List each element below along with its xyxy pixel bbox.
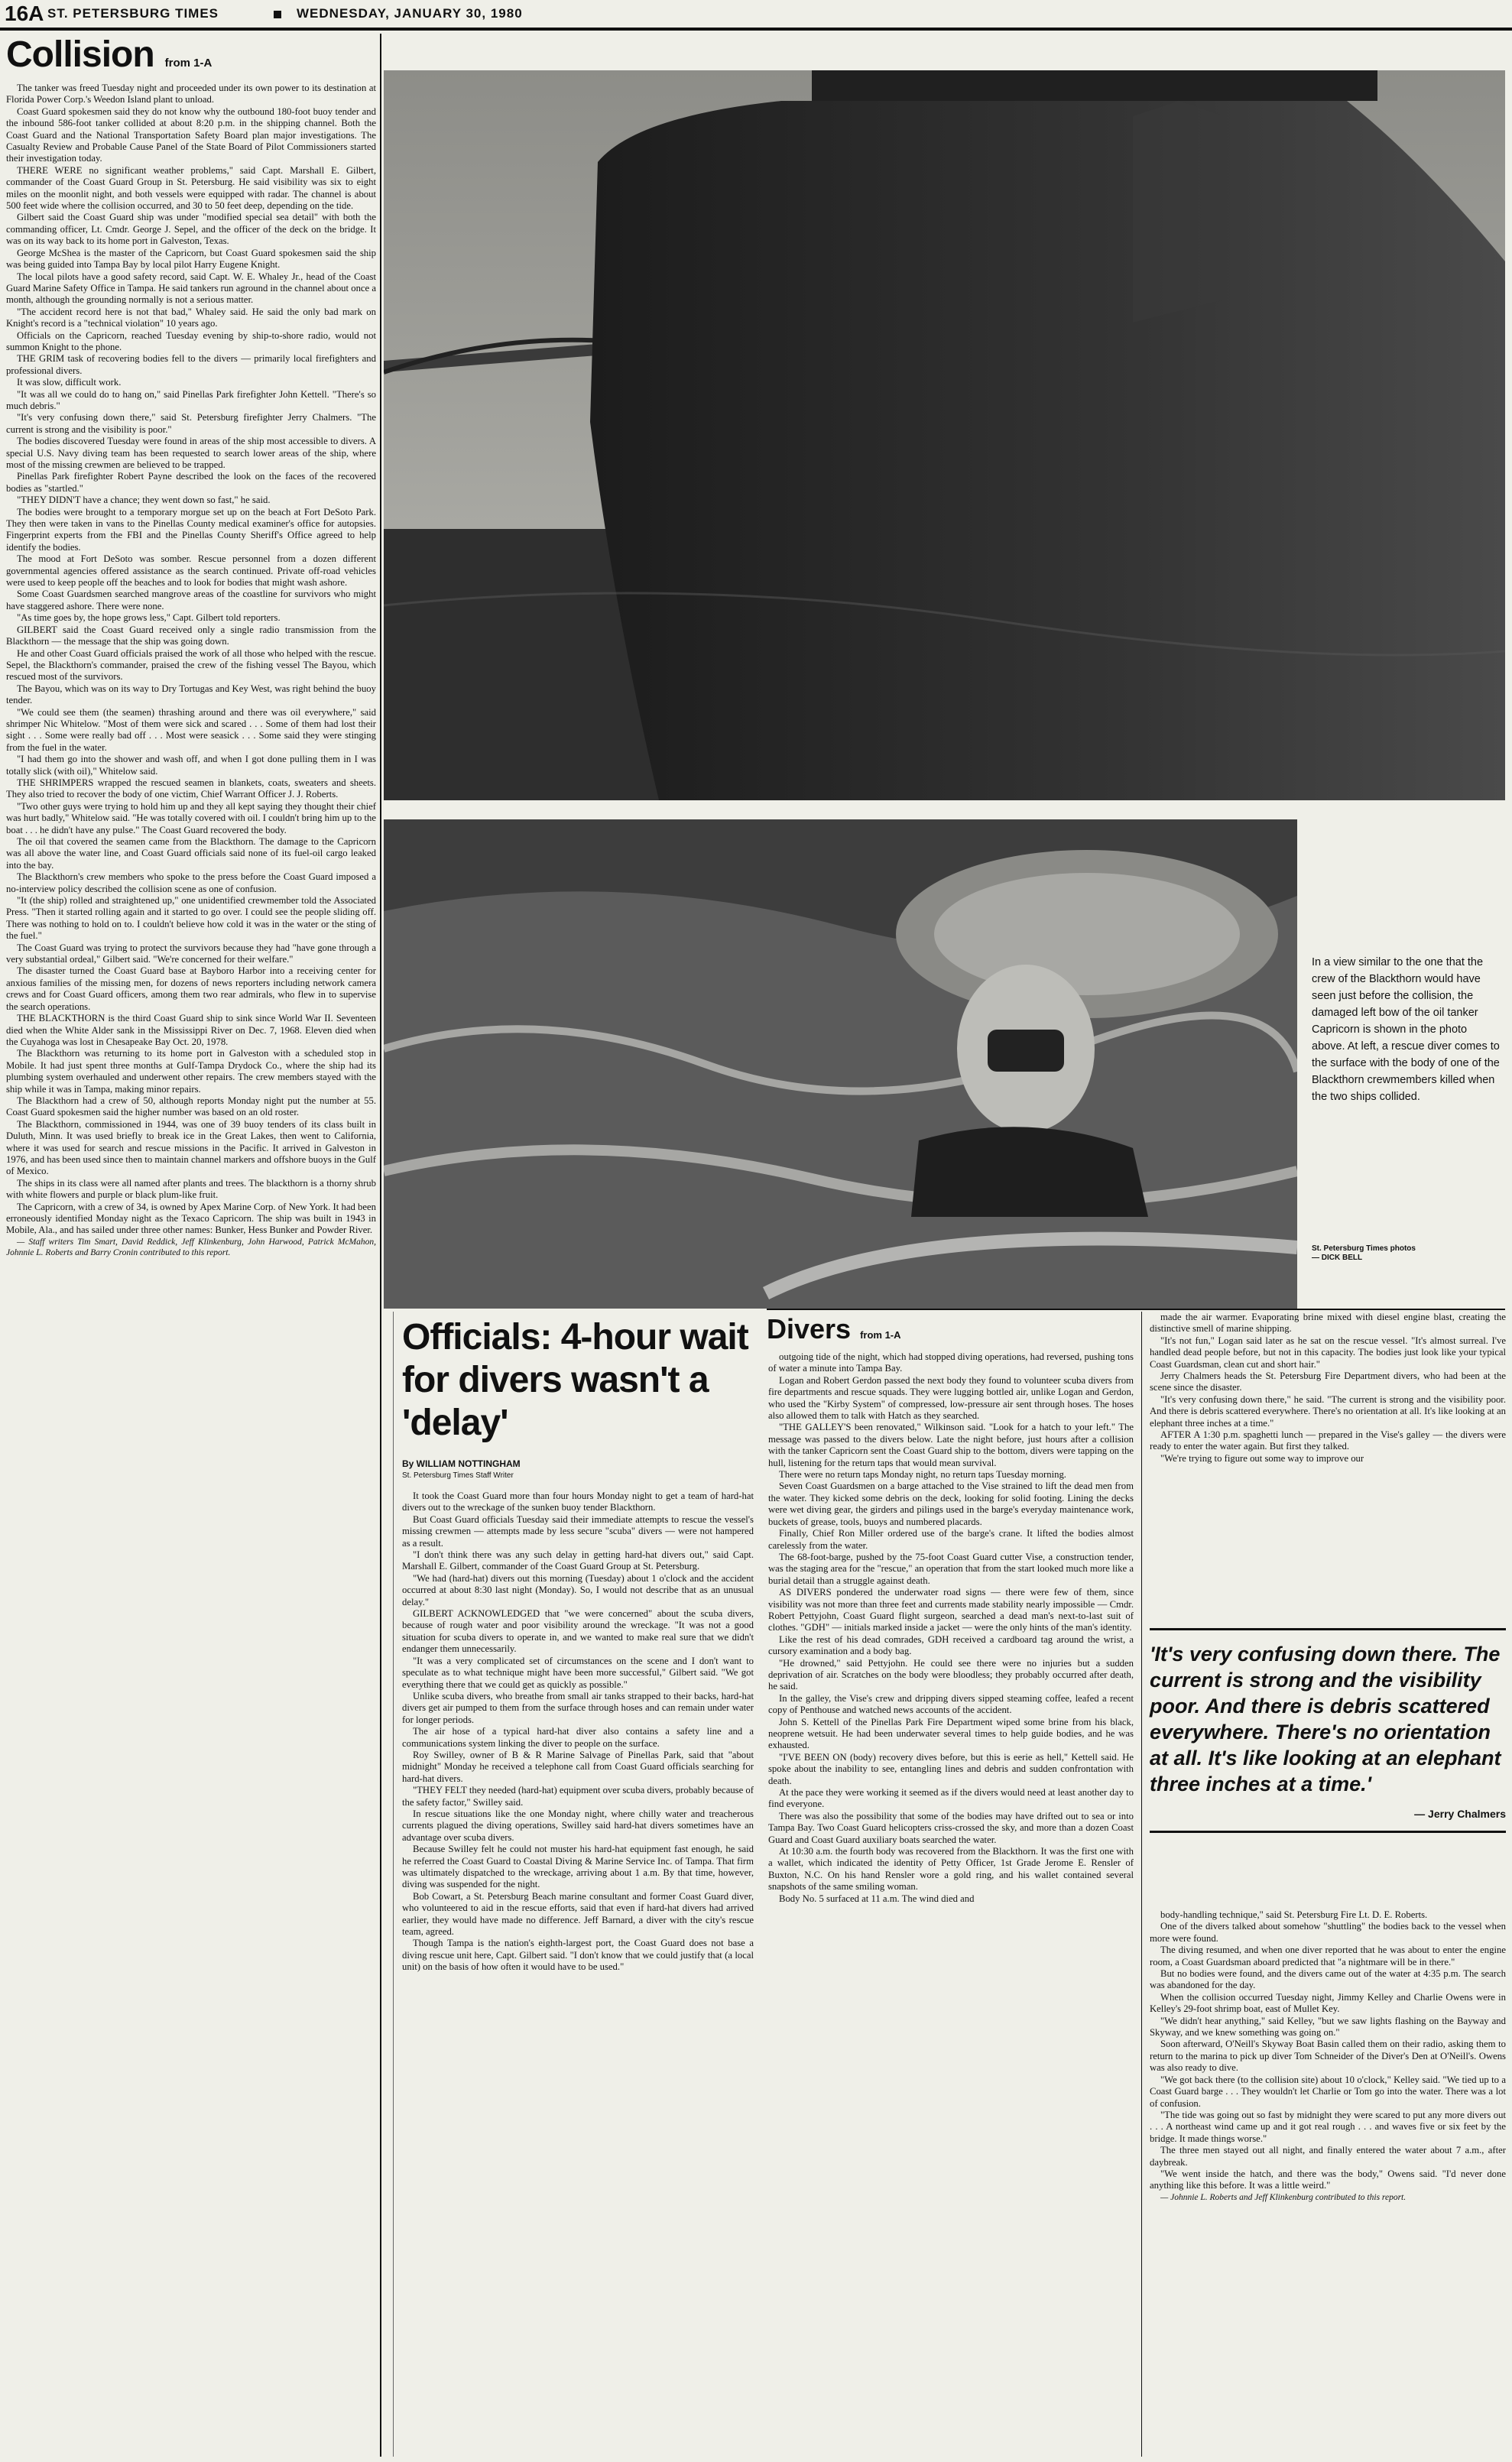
tanker-bow-photo-art (384, 70, 1505, 800)
article-paragraph: There was also the possibility that some of the bodies may have drifted out to sea or into Tampa Bay. Two Coast Guard helicopters criss-crossed the sky, and more than a dozen Coast Guard and Coast Guard auxiliary boats searched the water. (768, 1810, 1134, 1845)
article-paragraph: GILBERT ACKNOWLEDGED that "we were concerned" about the scuba divers, because of rough water and poor visibility around the wreckage. "It was not a good situation for scuba divers to operate in, and we wanted to make real sure that we didn't endanger them unnecessarily. (402, 1608, 754, 1655)
folio-bar (0, 0, 1512, 31)
article-paragraph: At the pace they were working it seemed as if the divers would need at least another day to find everyone. (768, 1787, 1134, 1810)
article-paragraph: In the galley, the Vise's crew and dripping divers sipped steaming coffee, leafed a recent copy of Penthouse and watched news accounts of the accident. (768, 1692, 1134, 1716)
article-paragraph: "We could see them (the seamen) thrashing around and there was oil everywhere," said shrimper Nic Whitelow. "Most of them were sick and scared . . . Some of them had lost their sight . . . Some were really bad off . . . Most were seasick . . . Some said they were stinging from the fuel in the water. (6, 706, 376, 753)
article-paragraph: Pinellas Park firefighter Robert Payne described the look on the faces of the recovered bodies as "startled." (6, 471, 376, 494)
article-paragraph: Like the rest of his dead comrades, GDH received a cardboard tag around the wrist, a cursory examination and a body bag. (768, 1633, 1134, 1657)
article-paragraph: The mood at Fort DeSoto was somber. Rescue personnel from a dozen different governmental agencies offered assistance as the search continued. Private off-road vehicles were used to keep people off the beaches and to look for bodies that might wash ashore. (6, 553, 376, 589)
article-paragraph: The tanker was freed Tuesday night and proceeded under its own power to its destination at Florida Power Corp.'s Weedon Island plant to unload. (6, 83, 376, 105)
article-paragraph: There were no return taps Monday night, no return taps Tuesday morning. (779, 1469, 1066, 1481)
article-paragraph: Bob Cowart, a St. Petersburg Beach marine consultant and former Coast Guard diver, who volunteered to aid in the rescue efforts, said that even if hard-hat divers had arrived earlier, they would have made no difference. Jeff Barnard, a diver with the city's rescue team, agreed. (402, 1890, 754, 1938)
article-paragraph: "It's very confusing down there," said St. Petersburg firefighter Jerry Chalmers. "The current is strong and the visibility is poor." (6, 412, 376, 435)
article-paragraph: THE BLACKTHORN is the third Coast Guard ship to sink since World War II. Seventeen died when the White Alder sank in the Mississippi River on Dec. 7, 1968. Eleven died when the Cuyahoga was lost in Chesapeake Bay Oct. 20, 1978. (6, 1013, 376, 1047)
article-paragraph: Body No. 5 surfaced at 11 a.m. The wind died and (779, 1893, 975, 1904)
officials-headline: Officials: 4-hour wait for divers wasn't a 'delay' (402, 1317, 748, 1443)
divers-top-rule (767, 1309, 1505, 1310)
article-paragraph: "We didn't hear anything," said Kelley, "but we saw lights flashing on the Bayway and Skyway, and we knew something was going on." (1150, 2015, 1506, 2039)
article-paragraph: "THE GALLEY'S been renovated," Wilkinson said. "Look for a hatch to your left." The message was passed to the divers below. Late the night before, just hours after a collision with the tanker Capricorn sent the Coast Guard ship to the bottom, divers were tapping on the hull, listening for the return taps that would mean survival. (768, 1422, 1134, 1468)
pull-quote-attribution: — Jerry Chalmers (1414, 1808, 1506, 1820)
article-paragraph: "We went inside the hatch, and there was the body," Owens said. "I'd never done anything like this before. It was a little weird." (1150, 2168, 1506, 2191)
article-paragraph: The diving resumed, and when one diver reported that he was about to enter the engine room, a Coast Guardsman aboard predicted that "a nightmare will be in there." (1150, 1945, 1506, 1967)
article-paragraph: He and other Coast Guard officials praised the work of all those who helped with the rescue. Sepel, the Blackthorn's commander, praised the crew of the fishing vessel The Bayou, which rescued most of the survivors. (6, 647, 376, 683)
article-paragraph: made the air warmer. Evaporating brine mixed with diesel engine blast, creating the distinctive smell of marine shipping. (1150, 1312, 1506, 1335)
article-paragraph: The disaster turned the Coast Guard base at Bayboro Harbor into a receiving center for anxious families of the missing men, for dozens of news reporters including network camera crews and for Coast Guard officers, among them two rear admirals, who flew in to supervise the search operations. (6, 965, 376, 1012)
article-paragraph: The oil that covered the seamen came from the Blackthorn. The damage to the Capricorn was all above the water line, and Coast Guard officials said none of its fuel-oil cargo leaked into the bay. (6, 836, 376, 871)
collision-jump-label: from 1-A (164, 57, 213, 70)
article-paragraph: "It's very confusing down there," he said. "The current is strong and the visibility poor. And there is debris scattered everywhere. There's no orientation at all. It's like looking at an elephant three inches at a time." (1150, 1393, 1506, 1429)
article-paragraph: Seven Coast Guardsmen on a barge attached to the Vise strained to lift the dead men from the water. They kicked some debris on the deck, looking for solid footing. Lining the decks were wet diving gear, the girders and pilings used in the barge's everyday maintenance work, buckets of grease, tools, buoys and numbered placards. (768, 1481, 1134, 1527)
article-paragraph: "THEY DIDN'T have a chance; they went down so fast," he said. (17, 495, 271, 506)
photo-credit-photographer: — DICK BELL (1312, 1254, 1363, 1262)
rescue-diver-photo (384, 819, 1297, 1309)
photo-credit (1312, 1244, 1503, 1263)
article-paragraph: "As time goes by, the hope grows less," Capt. Gilbert told reporters. (17, 612, 281, 624)
article-paragraph: AFTER A 1:30 p.m. spaghetti lunch — prepared in the Vise's galley — the divers were ready to enter the water again. But first they talked. (1150, 1429, 1506, 1452)
article-paragraph: body-handling technique," said St. Petersburg Fire Lt. D. E. Roberts. (1160, 1909, 1428, 1920)
article-paragraph: "It (the ship) rolled and straightened up," one unidentified crewmember told the Associated Press. "Then it started rolling again and it started to go over. I could see the people sliding off. There was nothing to hold on to. I couldn't believe how cold it was in the water or the sting of the fuel." (6, 895, 376, 942)
article-paragraph: THE SHRIMPERS wrapped the rescued seamen in blankets, coats, sweaters and sheets. They also tried to recover the body of one victim, Chief Warrant Officer J. J. Roberts. (6, 777, 376, 800)
article-paragraph: Some Coast Guardsmen searched mangrove areas of the coastline for survivors who might have staggered ashore. There were none. (6, 589, 376, 611)
article-paragraph: "The tide was going out so fast by midnight they were scared to put any more divers out . . . A northeast wind came up and it got real rough . . . and waves five or six feet by the bridge. It made things worse." (1150, 2109, 1506, 2144)
officials-byline (402, 1458, 761, 1481)
article-paragraph: "It was all we could do to hang on," said Pinellas Park firefighter John Kettell. "There's so much debris." (6, 388, 376, 411)
article-paragraph: THE GRIM task of recovering bodies fell to the divers — primarily local firefighters and professional divers. (6, 353, 376, 376)
article-paragraph: Finally, Chief Ron Miller ordered use of the barge's crane. It lifted the bodies almost carelessly from the water. (768, 1528, 1134, 1551)
divers-title: Divers (767, 1313, 852, 1345)
article-paragraph: George McShea is the master of the Capricorn, but Coast Guard spokesmen said the ship was being guided into Tampa Bay by local pilot Harry Eugene Knight. (6, 247, 376, 271)
divers-jump-label: from 1-A (860, 1329, 901, 1341)
article-paragraph: "Two other guys were trying to hold him up and they all kept saying they thought their chief was hurt badly," Whitelow said. "He was totally covered with oil. I couldn't bring him up to the boat . . . he didn't have any pulse." The Coast Guard recovered the body. (6, 800, 376, 835)
officials-article-column (402, 1490, 754, 2455)
article-paragraph: Unlike scuba divers, who breathe from small air tanks strapped to their backs, hard-hat divers get air pumped to them from the surface through hoses and can remain under water for longer periods. (402, 1690, 754, 1725)
newspaper-name: ST. PETERSBURG TIMES (47, 6, 219, 21)
article-paragraph: The Blackthorn was returning to its home port in Galveston with a scheduled stop in Mobile. It had just spent three months at Gulf-Tampa Drydock Co., where the ship had its plumbing system overhauled and underwent other repairs. The crew members stayed with the ship while it was in Tampa, making minor repairs. (6, 1048, 376, 1095)
article-paragraph: GILBERT said the Coast Guard received only a single radio transmission from the Blackthorn — the message that the ship was going down. (6, 624, 376, 647)
article-paragraph: But no bodies were found, and the divers came out of the water at 4:35 p.m. The search was abandoned for the day. (1150, 1968, 1506, 1991)
article-paragraph: In rescue situations like the one Monday night, where chilly water and treacherous currents plagued the diving operations, Swilley said hard-hat divers sometimes have an advantage over scuba divers. (402, 1808, 754, 1843)
contributors-note: — Staff writers Tim Smart, David Reddick, Jeff Klinkenburg, John Harwood, Patrick McMahon, Johnnie L. Roberts and Barry Cronin contributed to this report. (6, 1237, 376, 1257)
article-paragraph: "I had them go into the shower and wash off, and when I got done pulling them in I was totally slick (with oil)," Whitelow said. (6, 754, 376, 777)
article-paragraph: The 68-foot-barge, pushed by the 75-foot Coast Guard cutter Vise, a construction tender, was the staging area for the "rescue," an operation that from the start looked much more like a burial detail than a struggle against death. (768, 1551, 1134, 1586)
article-paragraph: THERE WERE no significant weather problems," said Capt. Marshall E. Gilbert, commander of the Coast Guard Group in St. Petersburg. He said visibility was six to eight miles on the moonlit night, and both vessels were equipped with radar. The channel is about 500 feet wide where the collision occurred, and 30 to 50 feet deep, depending on the tide. (6, 164, 376, 212)
article-paragraph: "It was a very complicated set of circumstances on the scene and I don't want to speculate as to what technique might have been more successful," Gilbert said. "We got everything there that we could get as quickly as possible." (402, 1655, 754, 1690)
article-paragraph: The Blackthorn, commissioned in 1944, was one of 39 buoy tenders of its class built in Duluth, Minn. It was used briefly to break ice in the Great Lakes, then went to California, where it was used for search and rescue missions in the Pacific. It arrived in Galveston in 1976, and has been used since then to maintain channel markers and offshore buoys in the Gulf of Mexico. (6, 1118, 376, 1177)
pull-quote-text: 'It's very confusing down there. The current is strong and the visibility poor. And there is debris scattered everywhere. There's no orientation at all. It's like looking at an elephant three inches at a time.' (1150, 1643, 1501, 1795)
article-paragraph: Coast Guard spokesmen said they do not know why the outbound 180-foot buoy tender and the inbound 586-foot tanker collided at about 8:20 p.m. in the shipping channel. Both the Coast Guard and the National Transportation Safety Board plan major investigations. The Casualty Review and Probable Cause Panel of the State Board of Pilot Commissioners started their investigation today. (6, 105, 376, 164)
article-paragraph: The Blackthorn had a crew of 50, although reports Monday night put the number at 55. Coast Guard spokesmen said the higher number was based on an old roster. (6, 1095, 376, 1118)
article-paragraph: "I don't think there was any such delay in getting hard-hat divers out," said Capt. Marshall E. Gilbert, commander of the Coast Guard Group at St. Petersburg. (402, 1549, 754, 1572)
article-paragraph: John S. Kettell of the Pinellas Park Fire Department wiped some brine from his black, neoprene wetsuit. He had been underwater several times to help guide bodies, and he was exhausted. (768, 1716, 1134, 1751)
byline-name: By WILLIAM NOTTINGHAM (402, 1458, 521, 1469)
divers-column-2-bottom (1150, 1909, 1506, 2457)
article-paragraph: At 10:30 a.m. the fourth body was recovered from the Blackthorn. It was the first one with a wallet, which indicated the identity of Petty Officer, 1st Grade Jerome E. Rensler of Buxton, N.C. On his hand Rensler wore a gold ring, and his wallet contained several snapshots of the same smiling woman. (768, 1846, 1134, 1893)
article-paragraph: The ships in its class were all named after plants and trees. The blackthorn is a thorny shrub with white flowers and purple or black plum-like fruit. (6, 1177, 376, 1201)
issue-date: WEDNESDAY, JANUARY 30, 1980 (297, 6, 523, 21)
article-paragraph: Jerry Chalmers heads the St. Petersburg Fire Department divers, who had been at the scene since the disaster. (1150, 1370, 1506, 1393)
collision-headline (6, 34, 388, 79)
page-number: 16A (5, 2, 44, 25)
photo-caption: In a view similar to the one that the crew of the Blackthorn would have seen just before the collision, the damaged left bow of the oil tanker Capricorn is shown in the photo above. At left, a rescue diver comes to the surface with the body of one of the Blackthorn crewmembers killed when the two ships collided. (1312, 956, 1500, 1103)
article-paragraph: Logan and Robert Gerdon passed the next body they found to volunteer scuba divers from fire departments and rescue squads. They were lugging bottled air, unlike Logan and Gerdon, who used the "Kirby System" of compressed, low-pressure air sent through hoses. The hoses also allowed them to talk with Hatch as they searched. (768, 1374, 1134, 1422)
article-paragraph: One of the divers talked about somehow "shuttling" the bodies back to the vessel when more were found. (1150, 1921, 1506, 1944)
article-paragraph: "THEY FELT they needed (hard-hat) equipment over scuba divers, probably because of the safety factor," Swilley said. (402, 1785, 754, 1808)
article-paragraph: The bodies were brought to a temporary morgue set up on the beach at Fort DeSoto Park. They then were taken in vans to the Pinellas County medical examiner's office for autopsies. Fingerprint experts from the FBI and the Pinellas County Sheriff's Office agreed to help identify the bodies. (6, 506, 376, 553)
article-paragraph: The local pilots have a good safety record, said Capt. W. E. Whaley Jr., head of the Coast Guard Marine Safety Office in Tampa. He said tankers run aground in the channel about once a month, although the grounding normally is not a serious matter. (6, 271, 376, 306)
article-paragraph: But Coast Guard officials Tuesday said their immediate attempts to rescue the vessel's missing crewmen — attempts made by less secure "scuba" divers — were not hampered as a result. (402, 1513, 754, 1549)
article-paragraph: When the collision occurred Tuesday night, Jimmy Kelley and Charlie Owens were in Kelley's 29-foot shrimp boat, east of Mullet Key. (1150, 1991, 1506, 2015)
article-paragraph: "We got back there (to the collision site) about 10 o'clock," Kelley said. "We tied up to a Coast Guard barge . . . They wouldn't let Charlie or Tom go into the water. There was a lot of confusion. (1150, 2074, 1506, 2109)
photo-credit-source: St. Petersburg Times photos (1312, 1244, 1416, 1253)
contributors-note: — Johnnie L. Roberts and Jeff Klinkenburg contributed to this report. (1160, 2192, 1407, 2202)
collision-title: Collision (6, 34, 154, 75)
article-paragraph: Soon afterward, O'Neill's Skyway Boat Basin called them on their radio, asking them to return to the marina to pick up diver Tom Schneider of the Diver's Den at O'Neill's. Owens was also ready to dive. (1150, 2039, 1506, 2074)
column-rule (1141, 1312, 1142, 2457)
article-paragraph: Because Swilley felt he could not muster his hard-hat equipment fast enough, he said he referred the Coast Guard to Coastal Diving & Marine Service Inc. of Tampa. That firm was ultimately dispatched to the wreckage, arriving about 1 a.m. By that time, however, diving was suspended for the night. (402, 1844, 754, 1890)
tanker-bow-photo (384, 70, 1505, 800)
divers-column-2-top (1150, 1312, 1506, 1617)
article-paragraph: It took the Coast Guard more than four hours Monday night to get a team of hard-hat divers out to the wreckage of the sunken buoy tender Blackthorn. (402, 1490, 754, 1513)
article-paragraph: The air hose of a typical hard-hat diver also contains a safety line and a communications system linking the diver to people on the surface. (402, 1726, 754, 1749)
article-paragraph: The Capricorn, with a crew of 34, is owned by Apex Marine Corp. of New York. It had been erroneously identified Monday night as the Texaco Capricorn. The ship was built in 1943 in Mobile, Ala., and has sailed under three other names: Bunker, Hess Bunker and Powder River. (6, 1201, 376, 1236)
article-paragraph: It was slow, difficult work. (17, 377, 122, 388)
pull-quote (1150, 1628, 1506, 1833)
article-paragraph: The Blackthorn's crew members who spoke to the press before the Coast Guard imposed a no-interview policy described the collision scene as one of confusion. (6, 871, 376, 894)
article-paragraph: "We're trying to figure out some way to improve our (1160, 1452, 1364, 1464)
article-paragraph: Roy Swilley, owner of B & R Marine Salvage of Pinellas Park, said that "about midnight" Monday he received a telephone call from Coast Guard officials searching for hard-hat divers. (402, 1749, 754, 1784)
article-paragraph: Officials on the Capricorn, reached Tuesday evening by ship-to-shore radio, would not summon Knight to the phone. (6, 329, 376, 352)
article-paragraph: Though Tampa is the nation's eighth-largest port, the Coast Guard does not base a diving rescue unit here, Capt. Gilbert said. "I don't know that we could justify that (a local unit) on the basis of how often it would have to be used." (402, 1938, 754, 1973)
article-paragraph: "The accident record here is not that bad," Whaley said. He said the only bad mark on Knight's record is a "technical violation" 10 years ago. (6, 306, 376, 329)
article-paragraph: Gilbert said the Coast Guard ship was under "modified special sea detail" with both the commanding officer, Lt. Cmdr. George J. Sepel, and the officer of the deck on the bridge. It was on its way back to its home port in Galveston, Texas. (6, 212, 376, 247)
article-paragraph: "We had (hard-hat) divers out this morning (Tuesday) about 1 o'clock and the accident occurred at about 8:30 last night (Monday). So, I would not describe that as an unusual delay." (402, 1572, 754, 1607)
article-paragraph: "He drowned," said Pettyjohn. He could see there were no injuries but a sudden deprivation of air. Scratches on the body were bloodless; they probably occurred after death, he said. (768, 1657, 1134, 1692)
byline-title: St. Petersburg Times Staff Writer (402, 1471, 514, 1480)
collision-article-column (6, 83, 376, 2457)
separator-bullet (274, 11, 281, 18)
divers-headline (767, 1313, 1134, 1344)
article-paragraph: The Bayou, which was on its way to Dry Tortugas and Key West, was right behind the buoy tender. (6, 683, 376, 706)
article-paragraph: The three men stayed out all night, and finally entered the water about 7 a.m., after daybreak. (1150, 2145, 1506, 2168)
article-paragraph: "I'VE BEEN ON (body) recovery dives before, but this is eerie as hell," Kettell said. He spoke about the inability to see, entangling lines and debris and sudden confrontation with death. (768, 1751, 1134, 1786)
article-paragraph: outgoing tide of the night, which had stopped diving operations, had reversed, pushing tons of water a minute into Tampa Bay. (768, 1351, 1134, 1374)
article-paragraph: The Coast Guard was trying to protect the survivors because they had "have gone through a very substantial ordeal," Gilbert said. "We're concerned for their welfare." (6, 942, 376, 965)
article-paragraph: The bodies discovered Tuesday were found in areas of the ship most accessible to divers. A special U.S. Navy diving team has been requested to search lower areas of the ship, where most of the missing crewmen are believed to be trapped. (6, 436, 376, 470)
article-paragraph: "It's not fun," Logan said later as he sat on the rescue vessel. "It's almost surreal. I've handled dead people before, but not in this capacity. The bodies just look like your typical Coast Guardsman, clean cut and short hair." (1150, 1335, 1506, 1370)
rescue-diver-photo-art (384, 819, 1297, 1309)
column-rule (380, 34, 381, 2457)
divers-column-1 (768, 1351, 1134, 2457)
article-paragraph: AS DIVERS pondered the underwater road signs — there were few of them, since visibility was not more than three feet and currents made stability nearly impossible — Cmdr. Robert Pettyjohn, Coast Guard flight surgeon, searched a dead man's next-to-last suit of clothes. "GDH" — initials marked inside a jacket — were the only hints of the man's identity. (768, 1587, 1134, 1633)
